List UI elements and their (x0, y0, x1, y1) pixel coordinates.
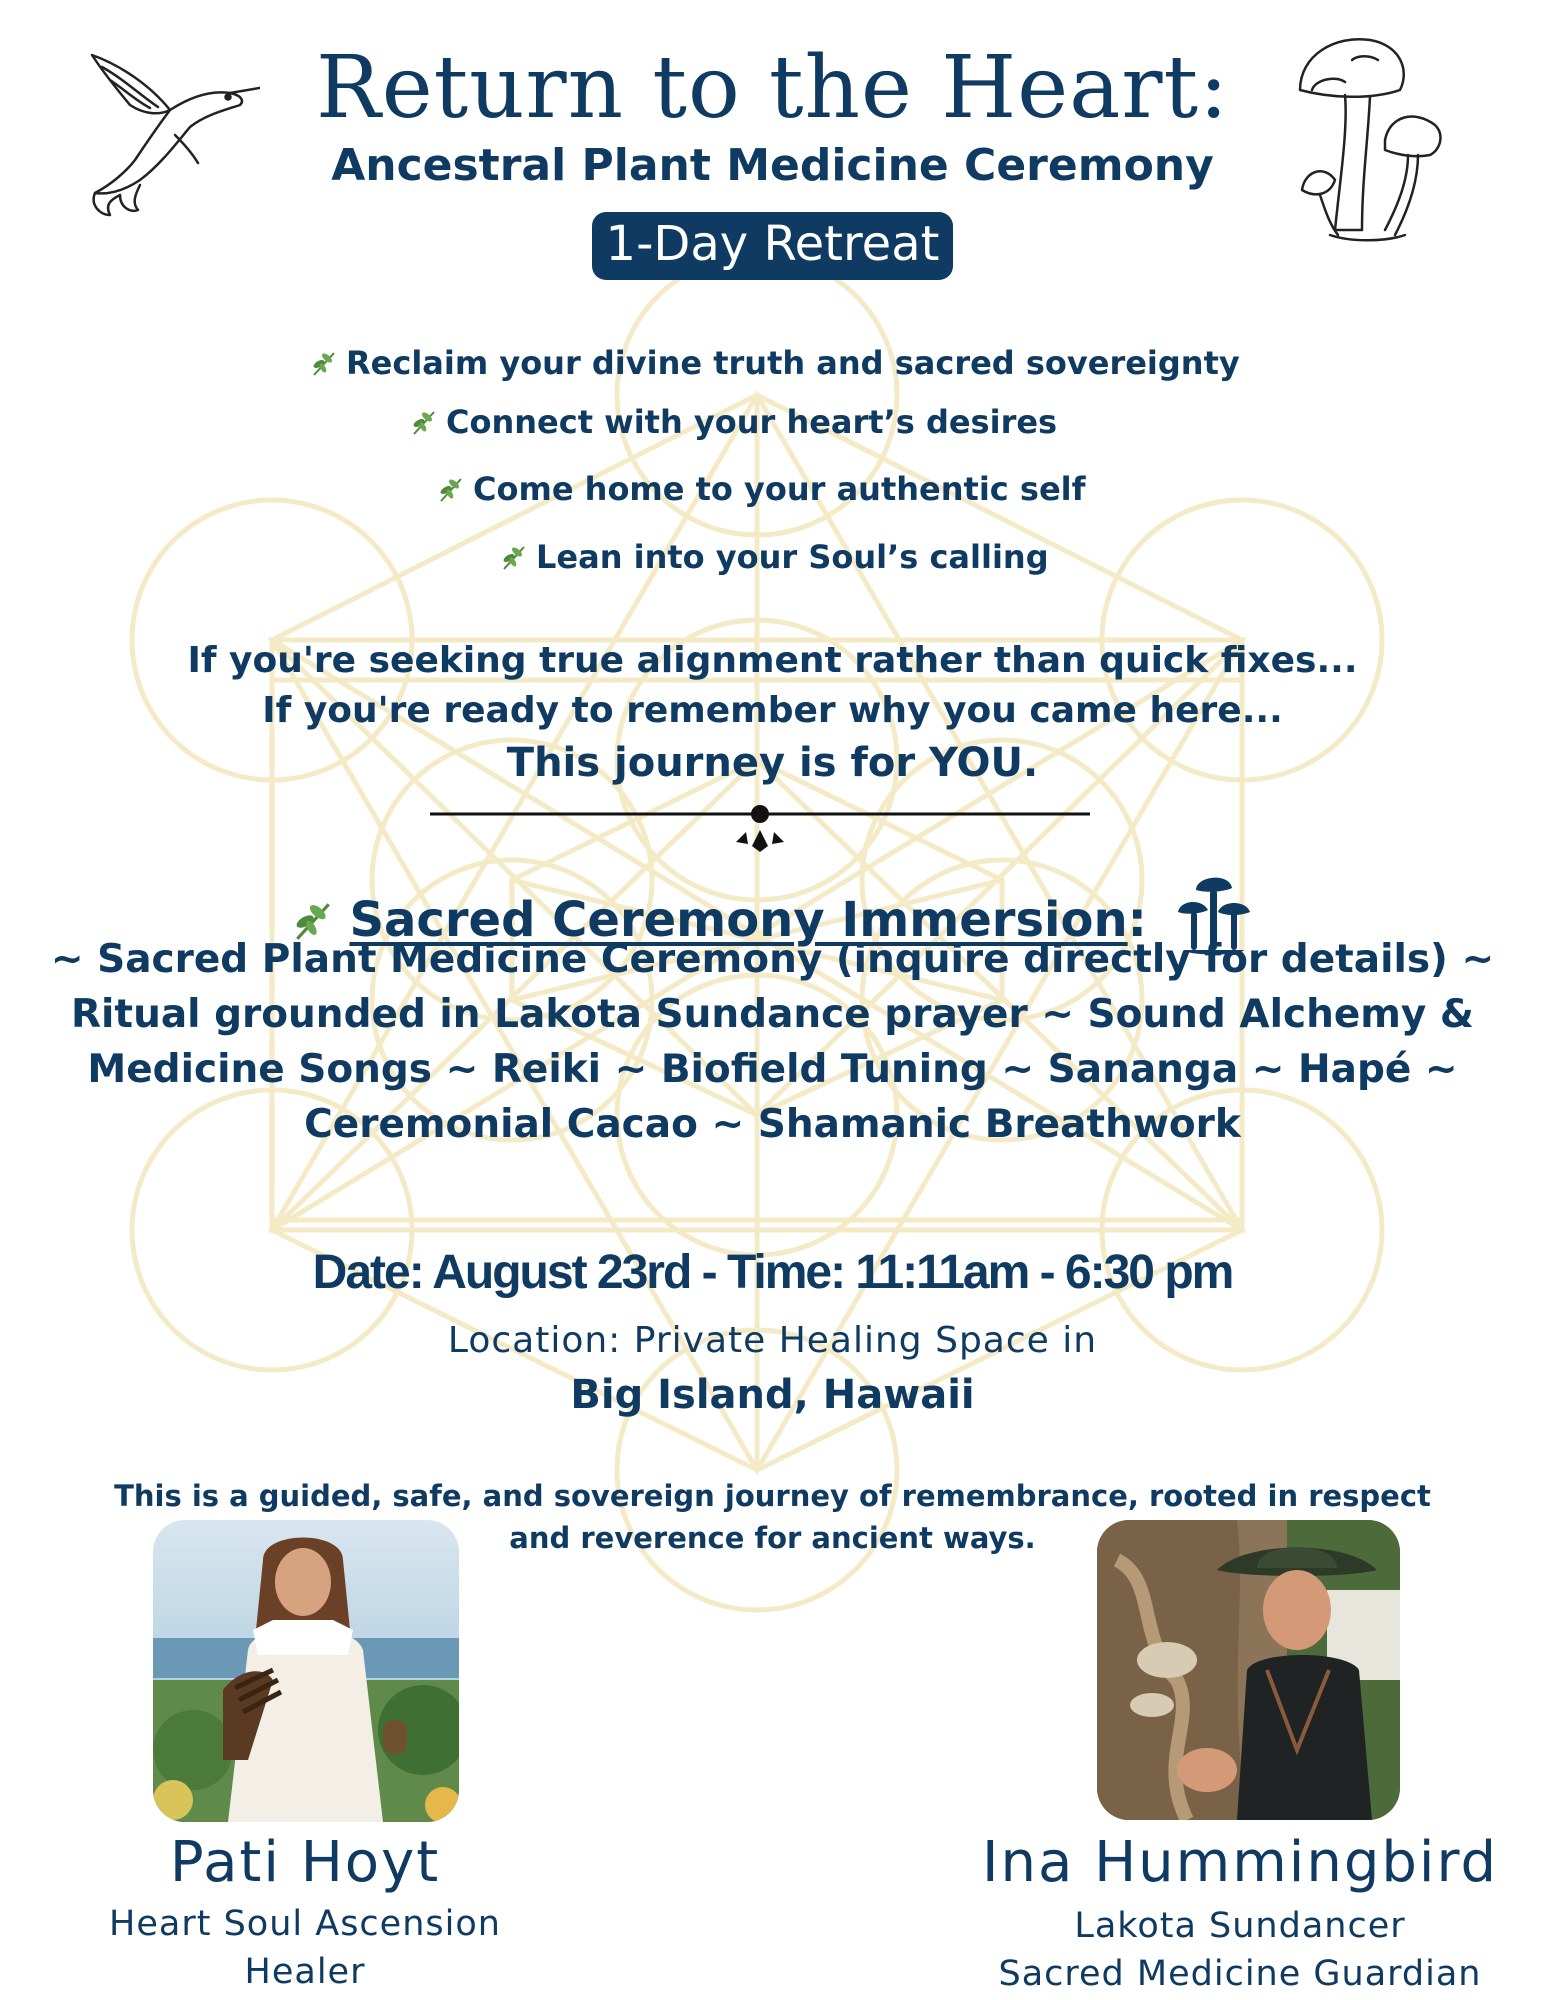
facilitator-role-pati-2: Healer (244, 1952, 366, 1992)
bullet-text: Lean into your Soul’s calling (536, 538, 1049, 576)
immersion-heading-colon: : (1127, 892, 1147, 948)
page-subtitle: Ancestral Plant Medicine Ceremony (331, 140, 1214, 191)
facilitator-name-pati: Pati Hoyt (169, 1830, 441, 1895)
retreat-badge-wrap (0, 212, 1545, 280)
immersion-line-2: Ritual grounded in Lakota Sundance prayer ~ Sound Alchemy & (71, 992, 1474, 1037)
leaf-icon (500, 543, 528, 571)
title-block (0, 38, 1545, 138)
facilitator-photo-ina (1097, 1520, 1400, 1820)
immersion-heading-text: Sacred Ceremony Immersion (349, 892, 1128, 948)
leaf-icon (410, 408, 438, 436)
bullet-text: Connect with your heart’s desires (446, 403, 1058, 441)
retreat-badge: 1-Day Retreat (592, 212, 954, 280)
event-location-place: Big Island, Hawaii (570, 1372, 975, 1418)
facilitator-photo-pati (153, 1520, 459, 1822)
intro-line-1: If you're seeking true alignment rather than quick fixes... (187, 640, 1358, 681)
event-datetime: Date: August 23rd - Time: 11:11am - 6:30 pm (312, 1246, 1233, 1299)
bullet-text: Reclaim your divine truth and sacred sovereignty (346, 344, 1240, 382)
bullet-item (410, 403, 1057, 441)
facilitator-role-ina-1: Lakota Sundancer (1074, 1906, 1406, 1946)
bullet-item (500, 538, 1049, 576)
note-line-1: This is a guided, safe, and sovereign journey of remembrance, rooted in respect (114, 1479, 1431, 1513)
intro-line-2: If you're ready to remember why you came here... (262, 690, 1283, 731)
lotus-divider-icon (430, 800, 1090, 854)
facilitator-role-ina-2: Sacred Medicine Guardian (998, 1954, 1482, 1994)
immersion-line-3: Medicine Songs ~ Reiki ~ Biofield Tuning ~ Sananga ~ Hapé ~ (87, 1047, 1458, 1092)
leaf-icon (437, 475, 465, 503)
page-title: Return to the Heart: (315, 38, 1230, 138)
facilitator-name-ina: Ina Hummingbird (981, 1830, 1499, 1895)
event-location-label: Location: Private Healing Space in (447, 1320, 1098, 1361)
bullet-item (310, 344, 1240, 382)
leaf-icon (310, 349, 338, 377)
immersion-line-4: Ceremonial Cacao ~ Shamanic Breathwork (304, 1102, 1241, 1147)
immersion-line-1: ~ Sacred Plant Medicine Ceremony (inquire directly for details) ~ (50, 937, 1495, 982)
bullet-text: Come home to your authentic self (473, 470, 1086, 508)
facilitator-role-pati-1: Heart Soul Ascension (109, 1904, 501, 1944)
intro-line-3: This journey is for YOU. (506, 740, 1039, 786)
bullet-item (437, 470, 1086, 508)
note-line-2: and reverence for ancient ways. (509, 1521, 1036, 1555)
